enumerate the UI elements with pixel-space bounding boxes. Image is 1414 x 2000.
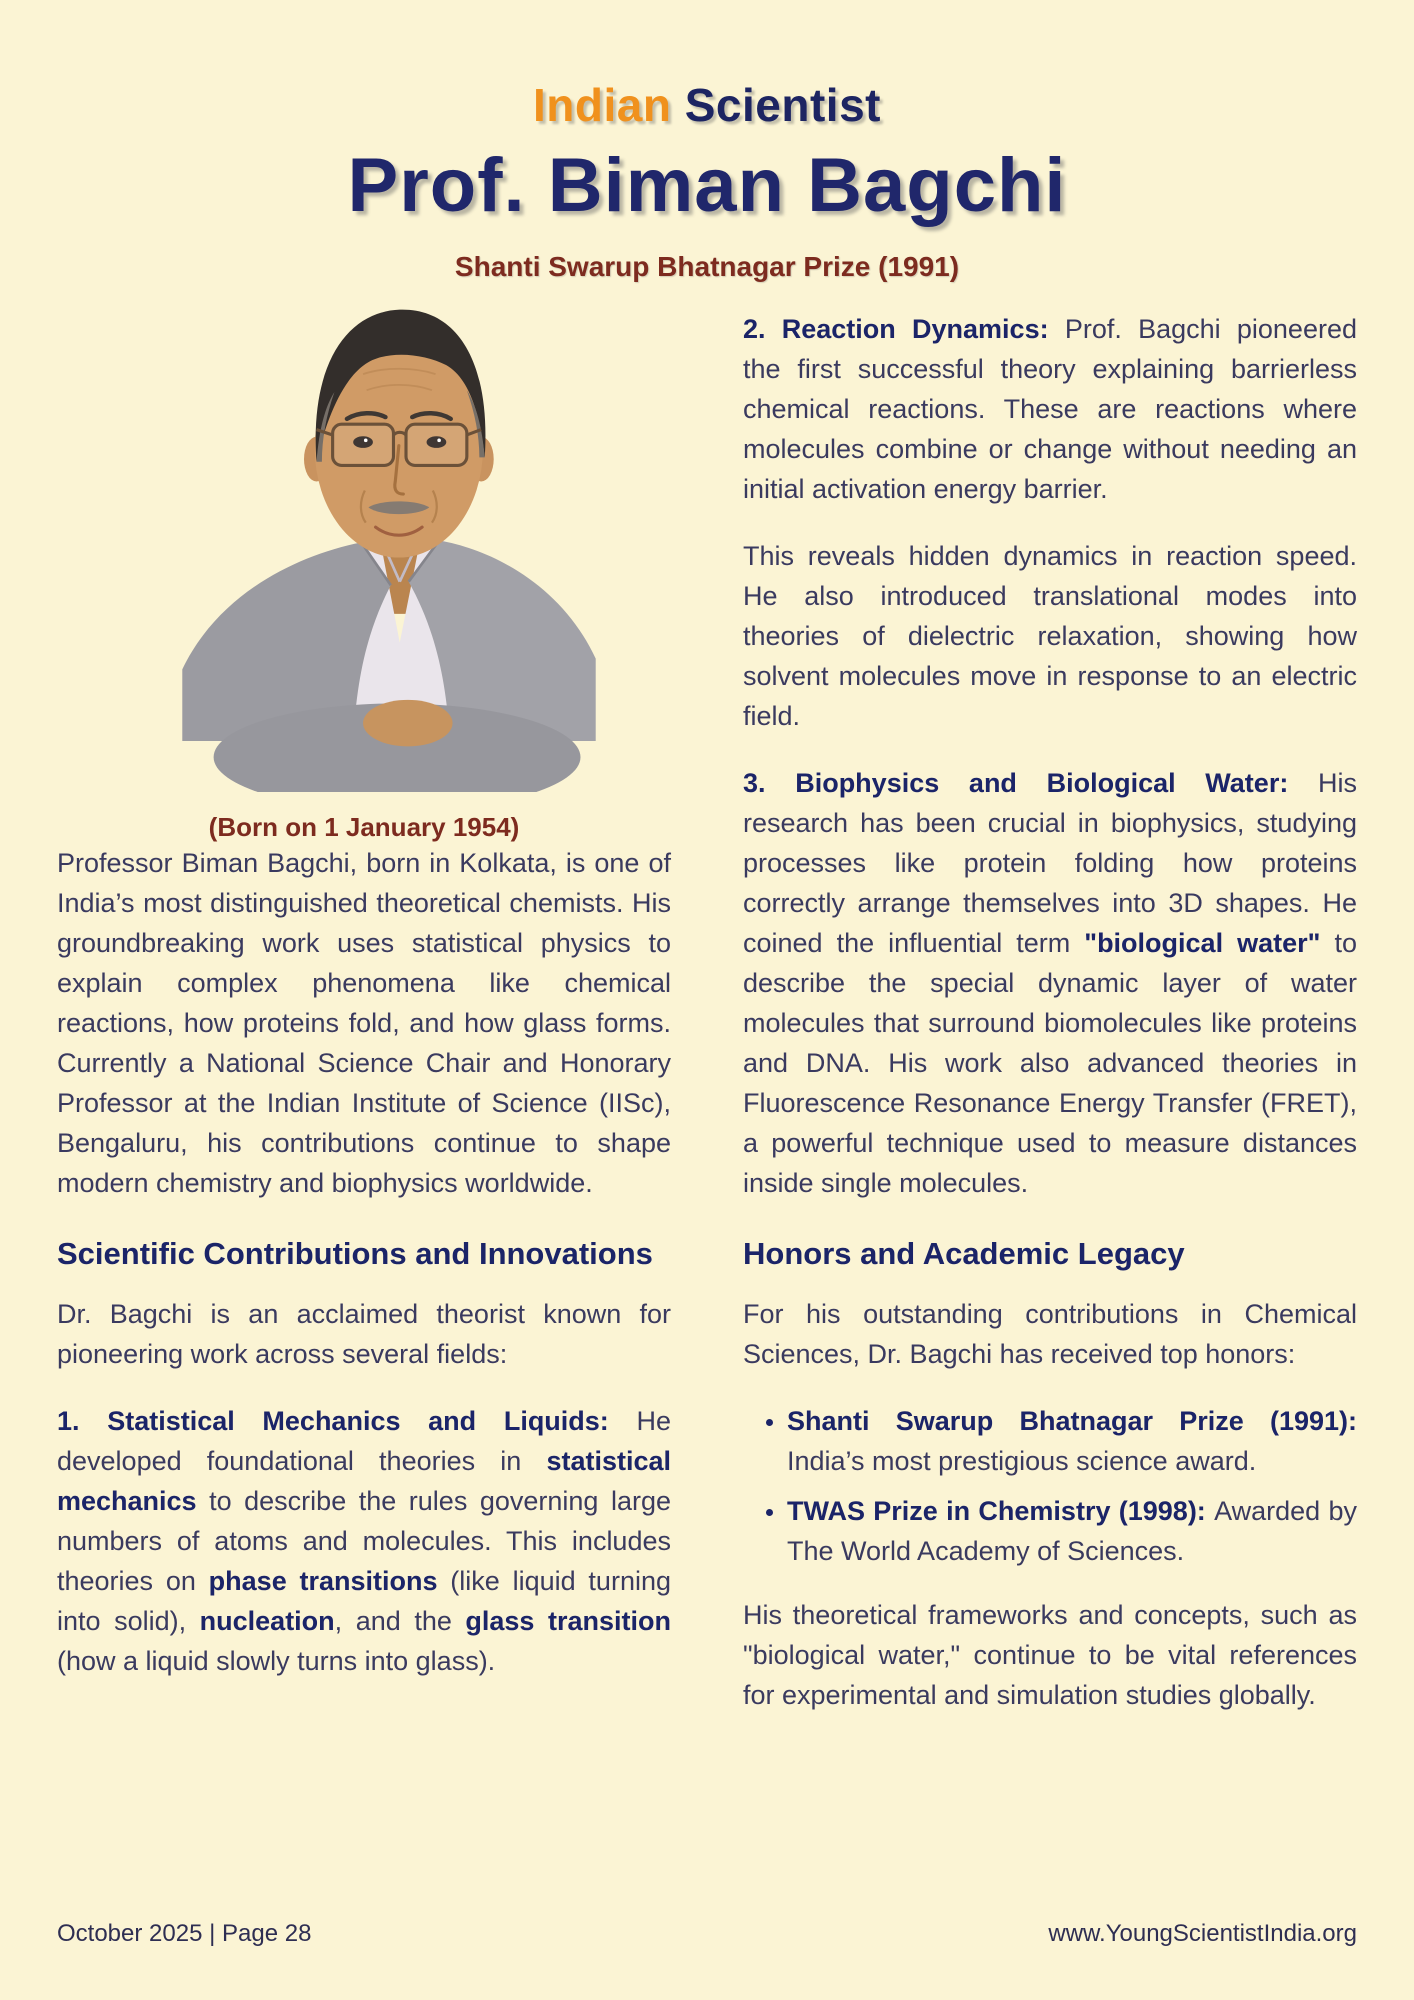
birth-date-caption: (Born on 1 January 1954) [208, 812, 520, 842]
right-column [743, 307, 1357, 1742]
kicker-word-indian: Indian [533, 79, 672, 131]
series-kicker [57, 0, 1357, 132]
item-2-reaction-dynamics: 2. Reaction Dynamics: Prof. Bagchi pioneered the first successful theory explaining barrierless chemical reactions. These are reactions where molecules combine or change without needing an initial activation energy barrier. [743, 314, 1357, 504]
honor-item-twas-prize: • TWAS Prize in Chemistry (1998): Awarded by The World Academy of Sciences. [787, 1491, 1357, 1571]
reaction-dynamics-continued-paragraph: This reveals hidden dynamics in reaction speed. He also introduced translational modes into theories of dielectric relaxation, showing how solvent molecules move in response to an electric field. [743, 541, 1357, 731]
portrait-hand [363, 700, 452, 747]
section-heading-contributions: Scientific Contributions and Innovations [57, 1236, 653, 1271]
portrait-photo [158, 307, 620, 792]
portrait-illustration [158, 307, 620, 792]
left-column [57, 307, 671, 1742]
prize-subtitle: Shanti Swarup Bhatnagar Prize (1991) [454, 251, 960, 282]
legacy-outro-paragraph: His theoretical frameworks and concepts, such as "biological water," continue to be vital references for experimental and simulation studies globally. [743, 1600, 1357, 1710]
honors-list [743, 1401, 1357, 1571]
item-1-statistical-mechanics: 1. Statistical Mechanics and Liquids: He developed foundational theories in statistical mechanics to describe the rules governing large numbers of atoms and molecules. This includes theories on phase transitions (like liquid turning into solid), nucleation, and the glass transition (how a liquid slowly turns into glass). [57, 1406, 671, 1676]
honor-item-bhatnagar-prize: • Shanti Swarup Bhatnagar Prize (1991): India’s most prestigious science award. [787, 1401, 1357, 1481]
section-heading-honors: Honors and Academic Legacy [743, 1236, 1185, 1271]
page-footer [57, 1920, 1357, 1948]
item-3-biophysics-biological-water: 3. Biophysics and Biological Water: His research has been crucial in biophysics, studying processes like protein folding how proteins correctly arrange themselves into 3D shapes. He coined the influential term "biological water" to describe the special dynamic layer of water molecules that surround biomolecules like proteins and DNA. His work also advanced theories in Fluorescence Resonance Energy Transfer (FRET), a powerful technique used to measure distances inside single molecules. [743, 768, 1357, 1198]
footer-date-page-number: October 2025 | Page 28 [57, 1920, 312, 1947]
page-title: Prof. Biman Bagchi [347, 143, 1067, 228]
contributions-lead-paragraph: Dr. Bagchi is an acclaimed theorist known for pioneering work across several fields: [57, 1299, 671, 1369]
intro-paragraph: Professor Biman Bagchi, born in Kolkata, is one of India’s most distinguished theoretical chemists. His groundbreaking work uses statistical physics to explain complex phenomena like chemical reactions, how proteins fold, and how glass forms. Currently a National Science Chair and Honorary Professor at the Indian Institute of Science (IISc), Bengaluru, his contributions continue to shape modern chemistry and biophysics worldwide. [57, 848, 671, 1198]
two-column-body [57, 307, 1357, 1742]
footer-website-link[interactable]: www.YoungScientistIndia.org [1048, 1920, 1357, 1947]
honors-lead-paragraph: For his outstanding contributions in Chemical Sciences, Dr. Bagchi has received top honors: [743, 1299, 1357, 1369]
kicker-word-scientist: Scientist [671, 79, 881, 131]
